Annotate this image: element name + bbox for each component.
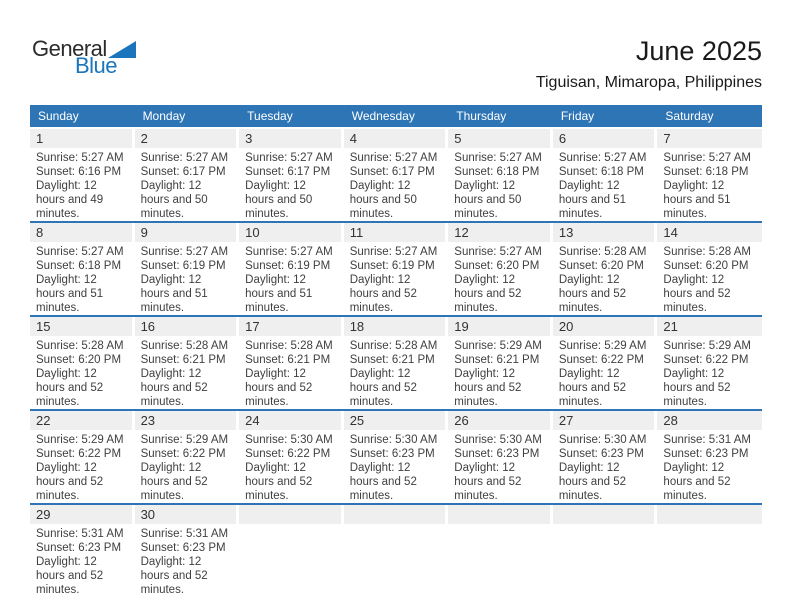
day-details: [344, 148, 449, 221]
week-row: [30, 409, 762, 503]
daylight-text: Daylight: 12 hours and 52 minutes.: [663, 274, 731, 314]
sunset-text: Sunset: 6:22 PM: [36, 448, 122, 460]
sunset-text: Sunset: 6:23 PM: [663, 448, 749, 460]
day-number: 19: [448, 317, 550, 336]
sunrise-text: Sunrise: 5:30 AM: [245, 434, 333, 446]
day-details: [448, 430, 553, 503]
empty-day-cell: [553, 505, 658, 597]
sunset-text: Sunset: 6:18 PM: [663, 166, 749, 178]
day-number: 30: [135, 505, 237, 524]
day-number: 11: [344, 223, 446, 242]
sunrise-text: Sunrise: 5:27 AM: [245, 246, 333, 258]
calendar-table: [30, 105, 762, 597]
day-number: 5: [448, 129, 550, 148]
day-cell: [239, 129, 344, 221]
day-details: [30, 336, 135, 409]
sunrise-text: Sunrise: 5:29 AM: [558, 340, 647, 352]
sunset-text: Sunset: 6:19 PM: [349, 260, 435, 272]
day-number: 27: [553, 411, 655, 430]
sunset-text: Sunset: 6:21 PM: [349, 354, 435, 366]
day-details: [553, 336, 658, 409]
sunrise-text: Sunrise: 5:28 AM: [349, 340, 438, 352]
week-row: [30, 221, 762, 315]
daylight-text: Daylight: 12 hours and 52 minutes.: [36, 462, 104, 502]
day-details: [657, 430, 762, 503]
day-details: [448, 242, 553, 315]
day-cell: [135, 223, 240, 315]
sunrise-text: Sunrise: 5:29 AM: [140, 434, 229, 446]
day-number: 18: [344, 317, 446, 336]
daylight-text: Daylight: 12 hours and 51 minutes.: [558, 180, 626, 220]
day-cell: [344, 411, 449, 503]
day-number: [344, 505, 446, 524]
day-cell: [30, 223, 135, 315]
sunrise-text: Sunrise: 5:27 AM: [349, 152, 438, 164]
sunset-text: Sunset: 6:21 PM: [245, 354, 331, 366]
day-number: 24: [239, 411, 341, 430]
day-details: [448, 148, 553, 221]
daylight-text: Daylight: 12 hours and 50 minutes.: [349, 180, 417, 220]
daylight-text: Daylight: 12 hours and 52 minutes.: [663, 368, 731, 408]
empty-day-cell: [344, 505, 449, 597]
sunrise-text: Sunrise: 5:27 AM: [245, 152, 333, 164]
day-number: 12: [448, 223, 550, 242]
daylight-text: Daylight: 12 hours and 52 minutes.: [663, 462, 731, 502]
day-cell: [344, 317, 449, 409]
weekday-header-thursday: Thursday: [456, 109, 507, 123]
daylight-text: Daylight: 12 hours and 52 minutes.: [454, 368, 522, 408]
day-details: [657, 242, 762, 315]
sunset-text: Sunset: 6:23 PM: [454, 448, 540, 460]
day-details: [657, 336, 762, 409]
sunrise-text: Sunrise: 5:27 AM: [454, 152, 542, 164]
day-cell: [553, 129, 658, 221]
sunset-text: Sunset: 6:23 PM: [140, 542, 226, 554]
day-details: [657, 148, 762, 221]
weekday-header-monday: Monday: [142, 109, 186, 123]
day-number: 16: [135, 317, 237, 336]
day-number: 14: [657, 223, 762, 242]
day-number: 1: [30, 129, 132, 148]
logo-text-blue: Blue: [75, 53, 118, 78]
sunrise-text: Sunrise: 5:28 AM: [245, 340, 333, 352]
day-number: [553, 505, 655, 524]
day-number: [657, 505, 762, 524]
week-row: [30, 129, 762, 221]
day-details: [30, 148, 135, 221]
daylight-text: Daylight: 12 hours and 51 minutes.: [663, 180, 731, 220]
daylight-text: Daylight: 12 hours and 51 minutes.: [36, 274, 104, 314]
sunrise-text: Sunrise: 5:31 AM: [140, 528, 229, 540]
sunset-text: Sunset: 6:17 PM: [349, 166, 435, 178]
title-block: [536, 36, 762, 92]
weekday-header-tuesday: Tuesday: [247, 109, 293, 123]
day-details: [344, 336, 449, 409]
day-details: [30, 430, 135, 503]
day-details: [344, 430, 449, 503]
weekday-header-saturday: Saturday: [665, 109, 714, 123]
sunset-text: Sunset: 6:23 PM: [558, 448, 644, 460]
day-details: [553, 242, 658, 315]
day-cell: [344, 129, 449, 221]
day-cell: [657, 223, 762, 315]
sunrise-text: Sunrise: 5:27 AM: [663, 152, 751, 164]
day-cell: [135, 411, 240, 503]
weekday-header-sunday: Sunday: [38, 109, 79, 123]
daylight-text: Daylight: 12 hours and 51 minutes.: [245, 274, 313, 314]
day-cell: [30, 317, 135, 409]
day-number: 23: [135, 411, 237, 430]
week-row: [30, 503, 762, 597]
day-number: 17: [239, 317, 341, 336]
sunset-text: Sunset: 6:20 PM: [454, 260, 540, 272]
day-details: [344, 242, 449, 315]
daylight-text: Daylight: 12 hours and 49 minutes.: [36, 180, 104, 220]
location-subtitle: Tiguisan, Mimaropa, Philippines: [535, 74, 762, 91]
logo-text-general: General: [32, 36, 107, 61]
month-title: June 2025: [635, 36, 762, 66]
sunrise-text: Sunrise: 5:27 AM: [36, 246, 124, 258]
day-cell: [448, 411, 553, 503]
daylight-text: Daylight: 12 hours and 52 minutes.: [140, 556, 208, 596]
sunrise-text: Sunrise: 5:28 AM: [663, 246, 751, 258]
day-cell: [239, 411, 344, 503]
daylight-text: Daylight: 12 hours and 52 minutes.: [349, 368, 417, 408]
sunrise-text: Sunrise: 5:30 AM: [349, 434, 438, 446]
day-details: [135, 148, 240, 221]
day-number: 20: [553, 317, 655, 336]
sunset-text: Sunset: 6:18 PM: [454, 166, 540, 178]
day-cell: [553, 317, 658, 409]
daylight-text: Daylight: 12 hours and 52 minutes.: [140, 368, 208, 408]
day-details: [239, 148, 344, 221]
day-cell: [657, 317, 762, 409]
sunset-text: Sunset: 6:22 PM: [245, 448, 331, 460]
weekday-header-wednesday: Wednesday: [351, 109, 415, 123]
sunrise-text: Sunrise: 5:28 AM: [140, 340, 229, 352]
day-cell: [30, 129, 135, 221]
day-number: 21: [657, 317, 762, 336]
daylight-text: Daylight: 12 hours and 52 minutes.: [349, 462, 417, 502]
sunset-text: Sunset: 6:21 PM: [140, 354, 226, 366]
sunrise-text: Sunrise: 5:30 AM: [558, 434, 647, 446]
day-details: [448, 336, 553, 409]
weekday-header-friday: Friday: [560, 109, 595, 123]
calendar-weeks: [30, 129, 762, 597]
daylight-text: Daylight: 12 hours and 52 minutes.: [140, 462, 208, 502]
day-details: [239, 430, 344, 503]
day-details: [239, 242, 344, 315]
day-details: [30, 242, 135, 315]
day-number: 29: [30, 505, 132, 524]
day-details: [135, 524, 240, 597]
day-cell: [239, 317, 344, 409]
sunset-text: Sunset: 6:22 PM: [140, 448, 226, 460]
day-number: 9: [135, 223, 237, 242]
sunrise-text: Sunrise: 5:27 AM: [36, 152, 124, 164]
daylight-text: Daylight: 12 hours and 52 minutes.: [558, 274, 626, 314]
sunset-text: Sunset: 6:17 PM: [245, 166, 331, 178]
day-cell: [657, 411, 762, 503]
daylight-text: Daylight: 12 hours and 52 minutes.: [454, 274, 522, 314]
daylight-text: Daylight: 12 hours and 52 minutes.: [36, 368, 104, 408]
day-number: 26: [448, 411, 550, 430]
daylight-text: Daylight: 12 hours and 50 minutes.: [454, 180, 522, 220]
sunrise-text: Sunrise: 5:27 AM: [454, 246, 542, 258]
weekday-header-row: [30, 105, 762, 127]
day-number: 6: [553, 129, 655, 148]
general-blue-logo: [32, 38, 136, 77]
daylight-text: Daylight: 12 hours and 50 minutes.: [140, 180, 208, 220]
sunset-text: Sunset: 6:23 PM: [349, 448, 435, 460]
day-details: [135, 430, 240, 503]
sunrise-text: Sunrise: 5:27 AM: [140, 152, 229, 164]
day-number: 2: [135, 129, 237, 148]
sunset-text: Sunset: 6:17 PM: [140, 166, 226, 178]
day-cell: [553, 411, 658, 503]
empty-day-cell: [448, 505, 553, 597]
day-number: [239, 505, 341, 524]
sunrise-text: Sunrise: 5:27 AM: [349, 246, 438, 258]
sunrise-text: Sunrise: 5:30 AM: [454, 434, 542, 446]
sunset-text: Sunset: 6:19 PM: [140, 260, 226, 272]
daylight-text: Daylight: 12 hours and 52 minutes.: [245, 462, 313, 502]
day-cell: [657, 129, 762, 221]
daylight-text: Daylight: 12 hours and 52 minutes.: [245, 368, 313, 408]
day-cell: [448, 129, 553, 221]
daylight-text: Daylight: 12 hours and 52 minutes.: [349, 274, 417, 314]
day-number: 25: [344, 411, 446, 430]
empty-day-cell: [657, 505, 762, 597]
day-number: [448, 505, 550, 524]
day-number: 13: [553, 223, 655, 242]
day-number: 15: [30, 317, 132, 336]
day-number: 7: [657, 129, 762, 148]
sunset-text: Sunset: 6:21 PM: [454, 354, 540, 366]
day-cell: [30, 411, 135, 503]
sunset-text: Sunset: 6:19 PM: [245, 260, 331, 272]
day-cell: [135, 317, 240, 409]
daylight-text: Daylight: 12 hours and 52 minutes.: [454, 462, 522, 502]
day-number: 22: [30, 411, 132, 430]
day-cell: [553, 223, 658, 315]
daylight-text: Daylight: 12 hours and 52 minutes.: [558, 462, 626, 502]
day-number: 8: [30, 223, 132, 242]
day-cell: [448, 317, 553, 409]
day-details: [135, 242, 240, 315]
day-number: 3: [239, 129, 341, 148]
sunrise-text: Sunrise: 5:31 AM: [36, 528, 124, 540]
day-cell: [344, 223, 449, 315]
day-cell: [135, 505, 240, 597]
sunrise-text: Sunrise: 5:29 AM: [36, 434, 124, 446]
sunrise-text: Sunrise: 5:28 AM: [558, 246, 647, 258]
sunset-text: Sunset: 6:18 PM: [36, 260, 122, 272]
day-number: 10: [239, 223, 341, 242]
sunset-text: Sunset: 6:20 PM: [558, 260, 644, 272]
sunset-text: Sunset: 6:22 PM: [663, 354, 749, 366]
day-details: [553, 430, 658, 503]
day-cell: [448, 223, 553, 315]
day-cell: [239, 223, 344, 315]
day-details: [553, 148, 658, 221]
day-details: [239, 336, 344, 409]
sunset-text: Sunset: 6:20 PM: [663, 260, 749, 272]
sunset-text: Sunset: 6:16 PM: [36, 166, 122, 178]
sunrise-text: Sunrise: 5:31 AM: [663, 434, 751, 446]
sunset-text: Sunset: 6:23 PM: [36, 542, 122, 554]
day-cell: [135, 129, 240, 221]
sunrise-text: Sunrise: 5:29 AM: [454, 340, 542, 352]
daylight-text: Daylight: 12 hours and 52 minutes.: [36, 556, 104, 596]
daylight-text: Daylight: 12 hours and 50 minutes.: [245, 180, 313, 220]
sunrise-text: Sunrise: 5:29 AM: [663, 340, 751, 352]
sunrise-text: Sunrise: 5:27 AM: [558, 152, 647, 164]
day-details: [135, 336, 240, 409]
daylight-text: Daylight: 12 hours and 52 minutes.: [558, 368, 626, 408]
week-row: [30, 315, 762, 409]
sunrise-text: Sunrise: 5:28 AM: [36, 340, 124, 352]
sunset-text: Sunset: 6:22 PM: [558, 354, 644, 366]
day-number: 4: [344, 129, 446, 148]
sunrise-text: Sunrise: 5:27 AM: [140, 246, 229, 258]
sunset-text: Sunset: 6:20 PM: [36, 354, 122, 366]
day-details: [30, 524, 135, 597]
day-number: 28: [657, 411, 762, 430]
daylight-text: Daylight: 12 hours and 51 minutes.: [140, 274, 208, 314]
sunset-text: Sunset: 6:18 PM: [558, 166, 644, 178]
day-cell: [30, 505, 135, 597]
empty-day-cell: [239, 505, 344, 597]
